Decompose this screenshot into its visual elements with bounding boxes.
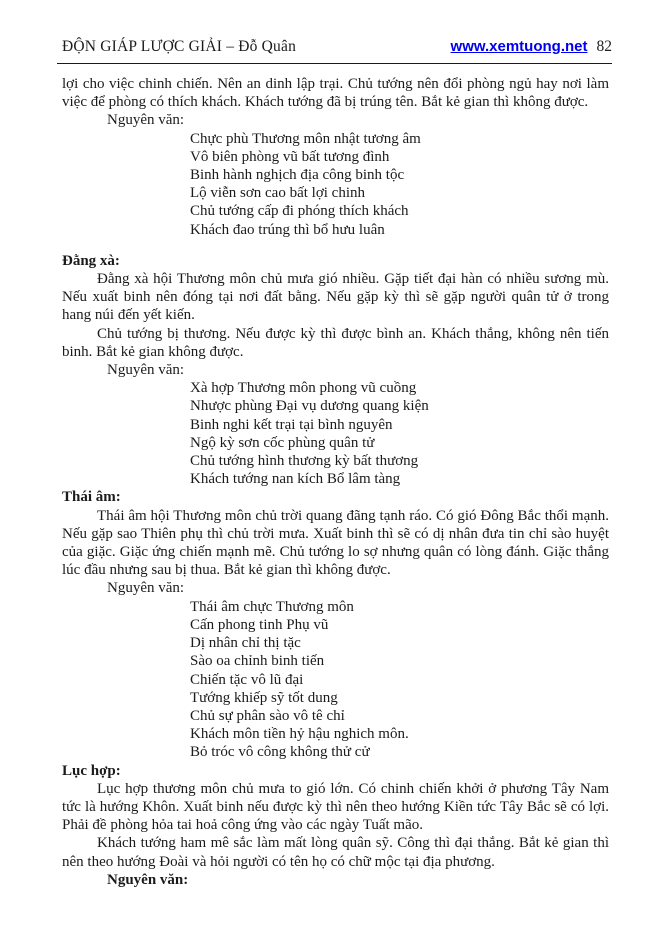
- header-right-group: [451, 37, 612, 56]
- section-heading-thai-am: Thái âm:: [62, 489, 121, 506]
- header-divider: [57, 63, 612, 64]
- paragraph: Thái âm hội Thương môn chủ trời quang đãng tạnh ráo. Có gió Đông Bắc thổi mạnh. Nếu gặp sao Thiên phụ thì chủ trời mưa. Xuất binh thì sẽ có dị nhân đưa tin chỉ sào huyệt của giặc. Giặc ứng chiến mạnh mẽ. Chủ tướng lo sợ nhưng quân có lòng đánh. Giặc thắng lúc đầu nhưng sau bị thua. Bắt kẻ gian thì không được.: [62, 507, 609, 579]
- section-heading-luc-hop: Lục hợp:: [62, 762, 121, 779]
- nguyen-van-label: Nguyên văn:: [107, 871, 189, 888]
- verse-line: Vô biên phòng vũ bất tương đình: [190, 148, 390, 165]
- verse-line: Khách đao trúng thì bổ hưu luân: [190, 221, 385, 238]
- verse-line: Sào oa chỉnh binh tiến: [190, 653, 325, 670]
- section-heading-dang-xa: Đằng xà:: [62, 252, 120, 269]
- nguyen-van-label: Nguyên văn:: [107, 362, 185, 379]
- verse-line: Tướng khiếp sỹ tốt dung: [190, 689, 338, 706]
- document-title: ĐỘN GIÁP LƯỢC GIẢI – Đỗ Quân: [62, 38, 297, 55]
- page-header: [62, 37, 612, 56]
- verse-block-dang-xa: [62, 379, 609, 488]
- nguyen-van-label: Nguyên văn:: [107, 112, 185, 129]
- paragraph: Chủ tướng bị thương. Nếu được kỳ thì được bình an. Khách thắng, không nên tiến binh. Bắt kẻ gian không được.: [62, 325, 609, 360]
- verse-line: Chủ tướng hình thương kỳ bất thương: [190, 453, 419, 470]
- paragraph: Đằng xà hội Thương môn chủ mưa gió nhiều. Gặp tiết đại hàn có nhiều sương mù. Nếu xuất binh nên đóng tại nơi đất bằng. Nếu gặp kỳ thì sẽ gặp người quân tử ở trong hang núi đến yết kiến.: [62, 271, 609, 324]
- verse-line: Khách môn tiền hỷ hậu nghich môn.: [190, 726, 409, 743]
- verse-line: Nhược phùng Đại vụ dương quang kiện: [190, 398, 429, 415]
- paragraph: lợi cho việc chinh chiến. Nên an dinh lập trại. Chủ tướng nên đổi phòng ngủ hay nơi làm việc để phòng có thích khách. Khách tướng đã bị trúng tên. Bắt kẻ gian thì không được.: [62, 76, 609, 111]
- verse-line: Chiến tặc vô lũ đại: [190, 671, 304, 688]
- verse-line: Chủ tướng cấp đi phóng thích khách: [190, 203, 409, 220]
- verse-line: Bỏ tróc vô công không thử cử: [190, 744, 370, 761]
- paragraph: Lục hợp thương môn chủ mưa to gió lớn. Có chinh chiến khởi ở phương Tây Nam tức là hướng Khôn. Xuất binh nếu được kỳ thì nên theo hướng Kiền tức Tây Bắc sẽ có lợi. Phải đề phòng hỏa tai hoả công ứng vào các ngày Tuất mão.: [62, 780, 609, 834]
- verse-block-thai-am: [62, 598, 609, 762]
- verse-line: Thái âm chực Thương môn: [190, 598, 354, 615]
- verse-line: Dị nhân chỉ thị tặc: [190, 635, 301, 652]
- paragraph: Khách tướng ham mê sắc làm mất lòng quân sỹ. Công thì đại thắng. Bắt kẻ gian thì nên theo hướng Đoài và hỏi người có tên họ có chữ mộc tại địa phương.: [62, 835, 609, 870]
- verse-line: Binh nghi kết trại tại bình nguyên: [190, 416, 393, 433]
- verse-line: Chực phù Thương môn nhật tương âm: [190, 130, 421, 147]
- page-body: [62, 75, 609, 889]
- verse-line: Khách tướng nan kích Bổ lâm tàng: [190, 471, 401, 488]
- website-link[interactable]: www.xemtuong.net: [450, 38, 588, 55]
- verse-line: Ngộ kỳ sơn cốc phùng quân tử: [190, 434, 375, 451]
- verse-line: Chủ sự phân sào vô tê chỉ: [190, 707, 345, 724]
- verse-line: Binh hành nghịch địa công binh tộc: [190, 167, 405, 184]
- verse-line: Cấn phong tinh Phụ vũ: [190, 616, 329, 633]
- verse-line: Xà hợp Thương môn phong vũ cuồng: [190, 380, 417, 397]
- nguyen-van-label: Nguyên văn:: [107, 580, 185, 597]
- verse-line: Lộ viễn sơn cao bất lợi chinh: [190, 185, 365, 202]
- page-number: 82: [596, 38, 612, 55]
- verse-block-intro: [62, 130, 609, 239]
